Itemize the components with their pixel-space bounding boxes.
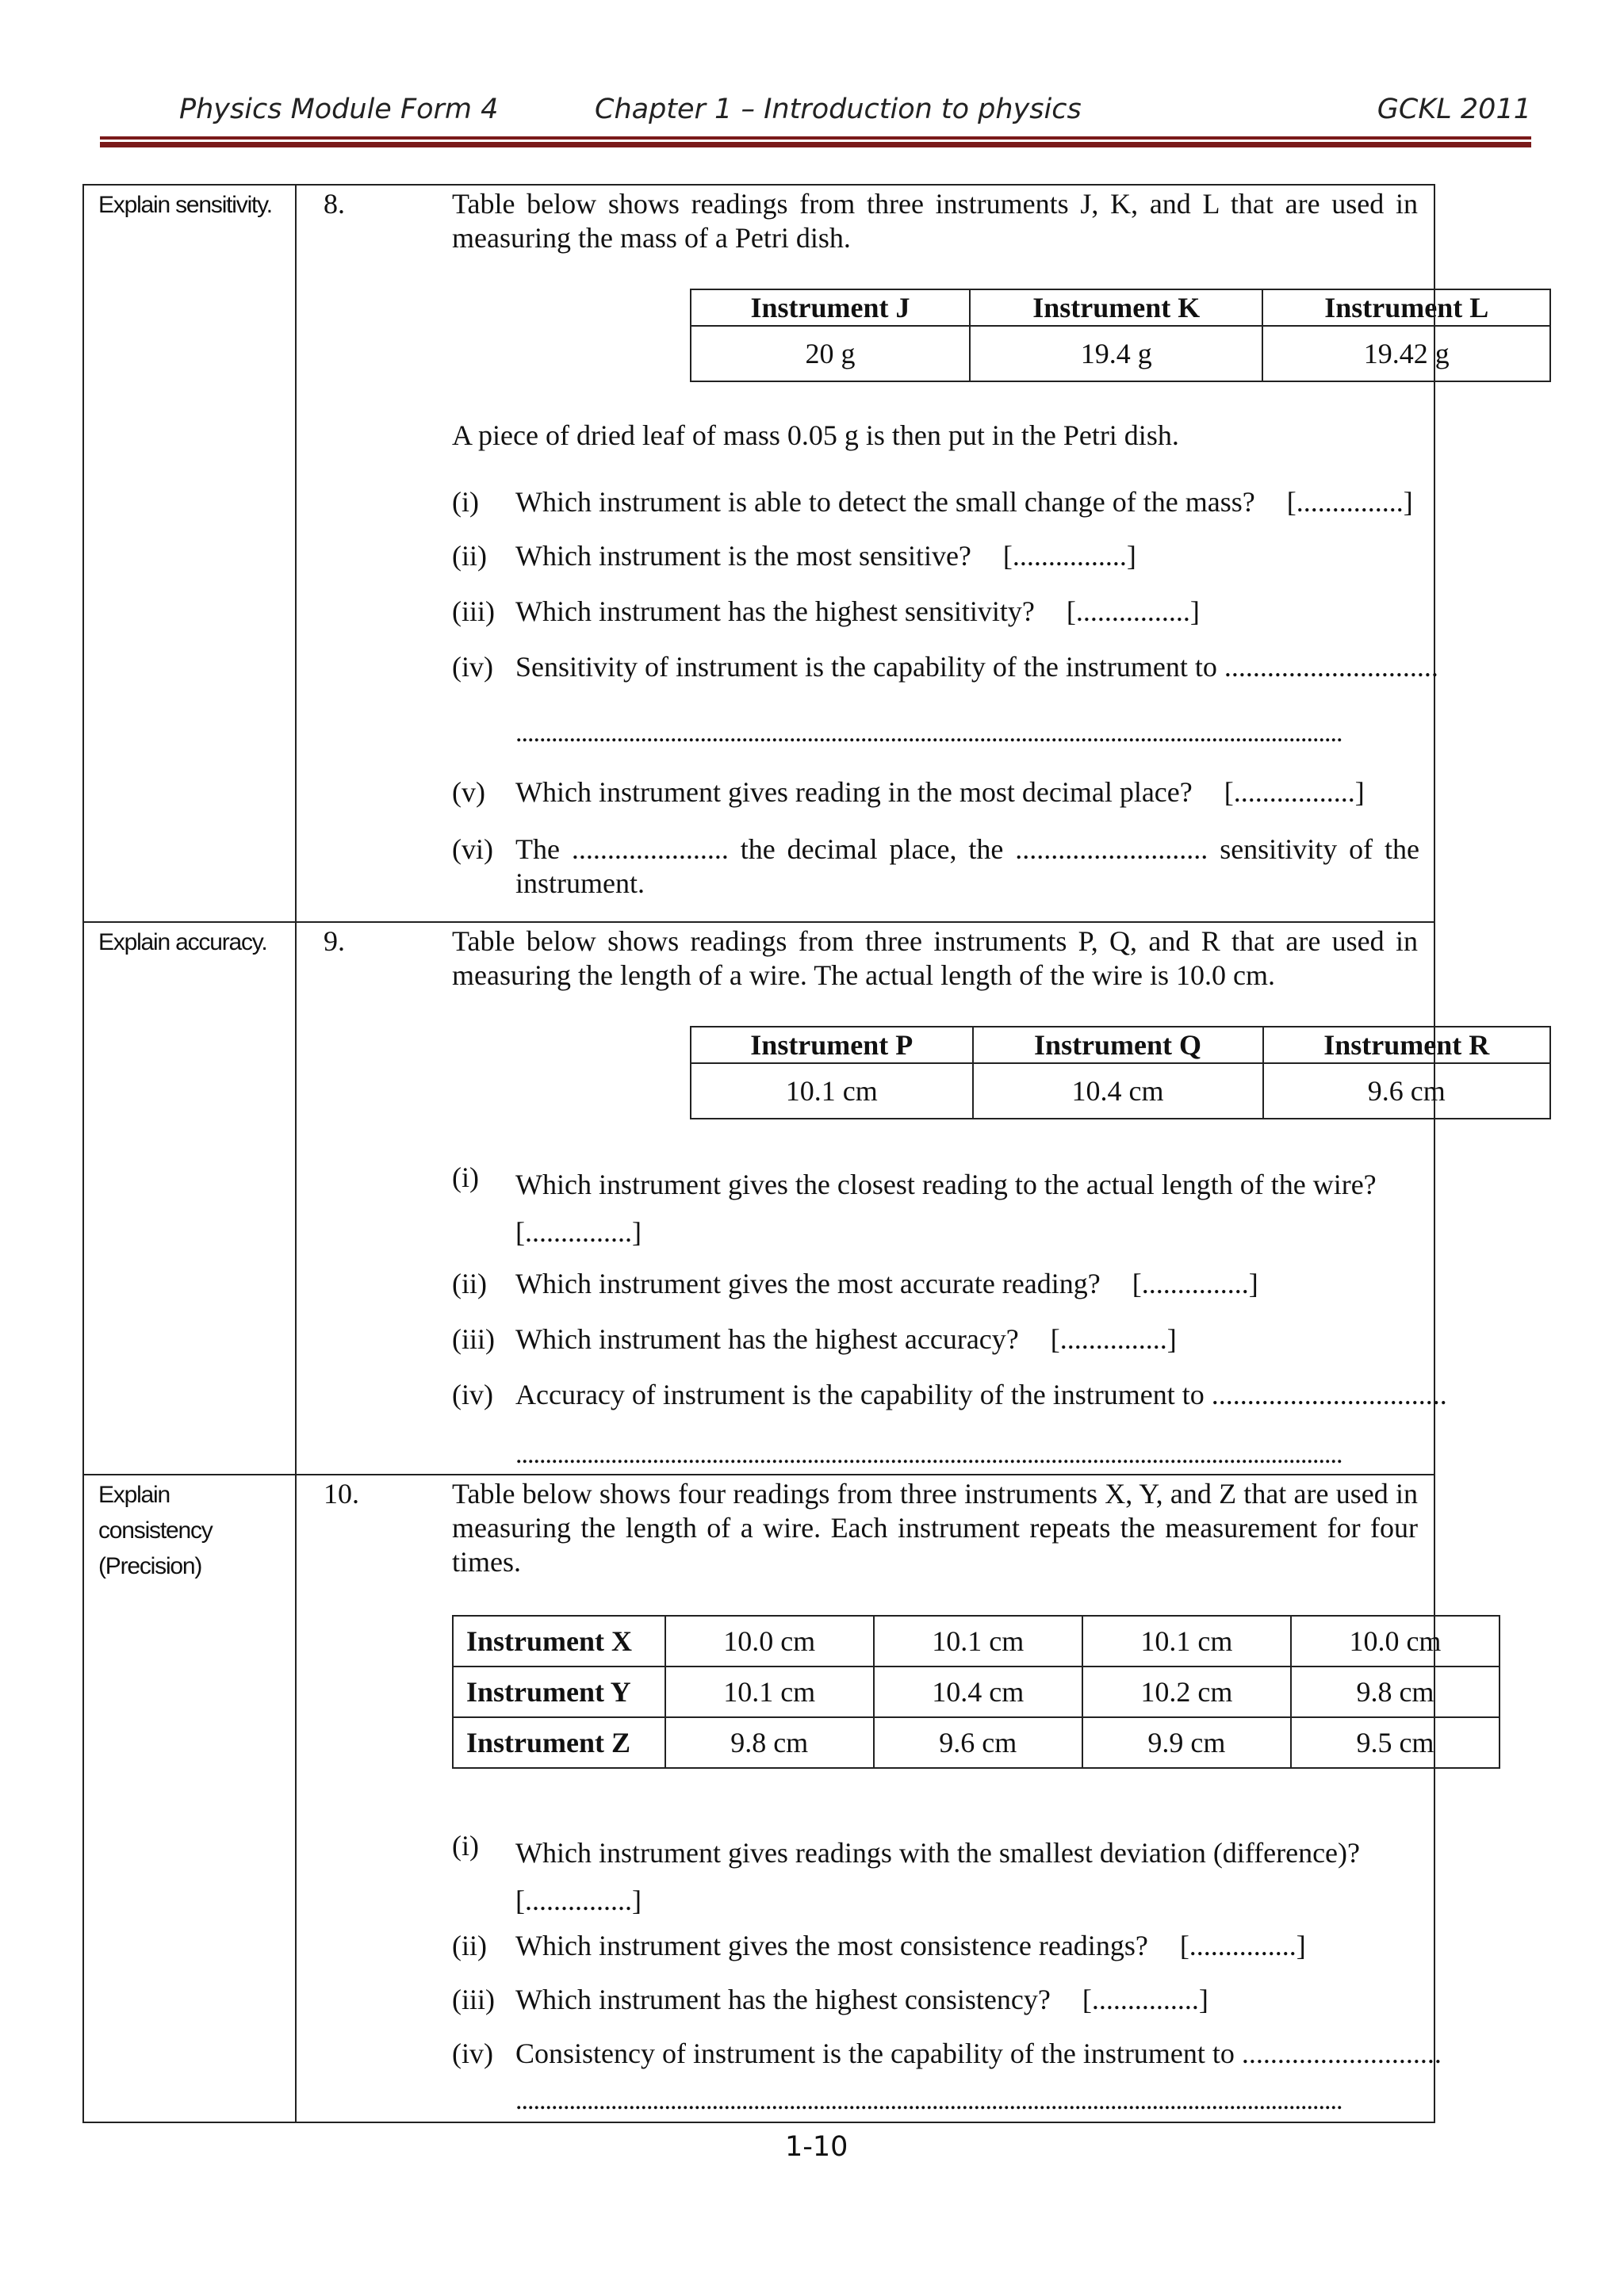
table-cell: 19.4 g [970,326,1262,381]
section-content: 10. Table below shows four readings from three instruments X, Y, and Z that are used in measuring the length of a wire. Each instrument repeats the measurement for four times. Instrument X 10.0 cm 10.1 cm 10.1 cm 10.0 cm Instrument Y 10.1 cm 10.4 cm 10.2 cm 9.8 cm Instrument Z 9.8 cm 9.6 cm 9.9 cm 9.5 cm (i) Which instrument gives readings with the smallest deviation (difference)? [...............] (ii) Which instrument gives the most consistence readings? [...............] (iii) Which instrument has the highest consistency? [...............] (iv) Consistency of instrument is the capability of the instrument to ............................ ........................................................................................................................................... [297,1475,1434,2122]
answer-line[interactable]: ........................................................................................................................................... [515,2086,1342,2115]
question-intro: Table below shows readings from three instruments J, K, and L that are used in measuring the mass of a Petri dish. [452,188,1418,254]
answer-line[interactable]: ........................................................................................................................................... [515,718,1342,748]
question-number: 10. [324,1478,359,1510]
question-number: 9. [324,925,345,957]
page-number: 1-10 [785,2131,848,2163]
header-center: Chapter 1 – Introduction to physics [595,94,1082,125]
section-label: Explain consistency (Precision) [84,1475,297,2122]
answer-blank[interactable]: [................] [1002,540,1136,572]
worksheet-table [82,184,1490,2123]
table-header: Instrument Q [973,1027,1263,1063]
repeat-readings-table [452,1615,1500,1769]
answer-blank[interactable]: [...............] [515,1216,642,1248]
table-cell: 20 g [691,326,970,381]
answer-blank[interactable]: [.................] [1224,776,1365,808]
table-header: Instrument R [1263,1027,1551,1063]
header-rule-thin [100,136,1531,140]
table-row: Instrument Z 9.8 cm 9.6 cm 9.9 cm 9.5 cm [453,1717,1500,1768]
answer-blank[interactable]: [...............] [515,1885,642,1916]
table-row: Instrument Y 10.1 cm 10.4 cm 10.2 cm 9.8 cm [453,1667,1500,1717]
table-cell: 9.6 cm [1263,1063,1551,1119]
answer-blank[interactable]: [................] [1066,595,1200,627]
readings-table [690,289,1551,382]
table-header: Instrument J [691,289,970,326]
table-header: Instrument P [691,1027,973,1063]
table-cell: 10.4 cm [973,1063,1263,1119]
section-content: 8. Table below shows readings from three instruments J, K, and L that are used in measuring the mass of a Petri dish. Instrument J Instrument K Instrument L 20 g 19.4 g 19.42 g A piece of dried leaf of mass 0.05 g is then put in the Petri dish. (i) Which instrument is able to detect the small change of the mass? [...............] (ii) Which instrument is the most sensitive? [................] (iii) Which instrument has the highest sensitivity? [................] (iv) Sensitivity of instrument is the capability of the instrument to .............................. ........................................................................................................................................... (v) Which instrument gives reading in the most decimal place? [.................] (vi) The ...................... the decimal place, the ........................... sensitivity of the instrument. [297,186,1434,921]
section-sensitivity [84,186,1489,921]
question-intro: Table below shows four readings from three instruments X, Y, and Z that are used in measuring the length of a wire. Each instrument repeats the measurement for four times. [452,1478,1418,1578]
answer-blank[interactable]: [...............] [1082,1984,1208,2015]
section-label: Explain sensitivity. [84,186,297,921]
readings-table [690,1026,1551,1119]
answer-blank[interactable]: [...............] [1179,1930,1306,1961]
answer-blank[interactable]: [...............] [1286,486,1413,518]
header-left: Physics Module Form 4 [179,94,499,125]
question-number: 8. [324,188,345,220]
table-cell: 10.1 cm [691,1063,973,1119]
section-accuracy [84,921,1490,1474]
table-header: Instrument K [970,289,1262,326]
table-row: Instrument X 10.0 cm 10.1 cm 10.1 cm 10.0 cm [453,1616,1500,1667]
answer-line[interactable]: ........................................................................................................................................... [515,1440,1342,1469]
header-right: GCKL 2011 [1377,94,1531,125]
section-consistency [84,1474,1442,2122]
page-header [100,94,1531,141]
table-cell: 19.42 g [1262,326,1550,381]
answer-blank[interactable]: [...............] [1132,1268,1258,1299]
question-note: A piece of dried leaf of mass 0.05 g is then put in the Petri dish. [452,419,1179,451]
question-intro: Table below shows readings from three instruments P, Q, and R that are used in measuring the length of a wire. The actual length of the wire is 10.0 cm. [452,925,1418,991]
section-content: 9. Table below shows readings from three instruments P, Q, and R that are used in measuring the length of a wire. The actual length of the wire is 10.0 cm. Instrument P Instrument Q Instrument R 10.1 cm 10.4 cm 9.6 cm (i) Which instrument gives the closest reading to the actual length of the wire? [...............] (ii) Which instrument gives the most accurate reading? [...............] (iii) Which instrument has the highest accuracy? [...............] (iv) Accuracy of instrument is the capability of the instrument to ................................. ........................................................................................................................................... [297,923,1434,1474]
answer-blank[interactable]: [...............] [1050,1323,1177,1355]
section-label: Explain accuracy. [84,923,297,1474]
header-rule-thick [100,142,1531,147]
table-header: Instrument L [1262,289,1550,326]
